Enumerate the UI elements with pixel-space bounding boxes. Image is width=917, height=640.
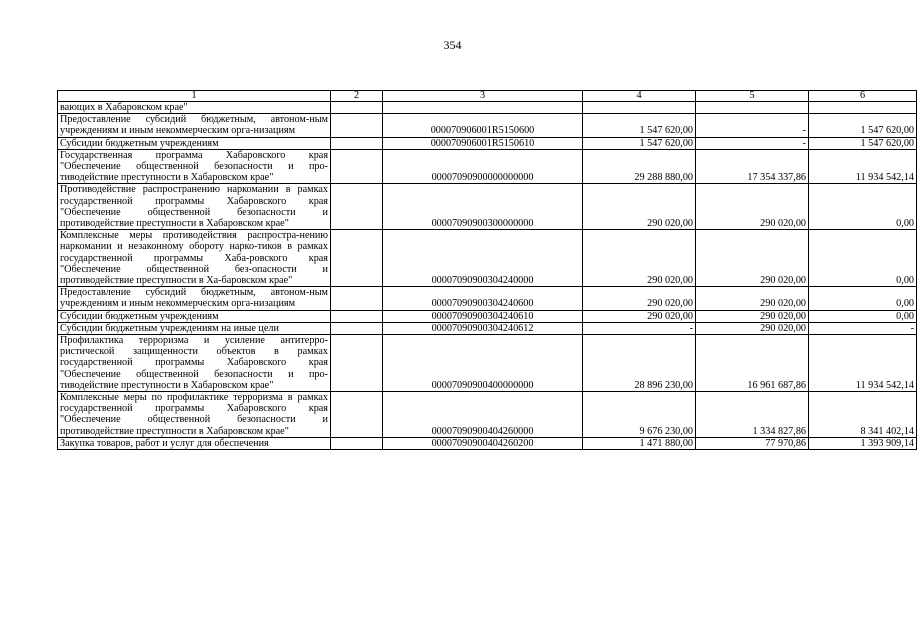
column2-cell <box>331 114 383 137</box>
column2-cell <box>331 392 383 438</box>
column4-value-cell <box>583 102 696 114</box>
column5-value-cell: 1 334 827,86 <box>696 392 809 438</box>
column6-value-cell: - <box>809 322 917 334</box>
column4-value-cell: 290 020,00 <box>583 184 696 230</box>
table-row <box>58 322 917 334</box>
item-name-cell: Субсидии бюджетным учреждениям <box>58 137 331 149</box>
column6-value-cell: 0,00 <box>809 310 917 322</box>
table-row <box>58 335 917 392</box>
budget-table <box>57 90 917 450</box>
table-row <box>58 437 917 449</box>
budget-code-cell: 00007090900300000000 <box>383 184 583 230</box>
budget-code-cell: 00007090900404260200 <box>383 437 583 449</box>
column4-value-cell: 290 020,00 <box>583 230 696 287</box>
column2-cell <box>331 437 383 449</box>
column-header: 1 <box>58 91 331 102</box>
column2-cell <box>331 149 383 184</box>
column2-cell <box>331 184 383 230</box>
column4-value-cell: 9 676 230,00 <box>583 392 696 438</box>
column5-value-cell: 290 020,00 <box>696 322 809 334</box>
column6-value-cell: 1 393 909,14 <box>809 437 917 449</box>
column-header: 4 <box>583 91 696 102</box>
budget-code-cell: 00007090900404260000 <box>383 392 583 438</box>
column5-value-cell: 77 970,86 <box>696 437 809 449</box>
column-number-row <box>58 91 917 102</box>
column6-value-cell: 1 547 620,00 <box>809 137 917 149</box>
column4-value-cell: 1 547 620,00 <box>583 114 696 137</box>
column6-value-cell: 11 934 542,14 <box>809 335 917 392</box>
item-name-cell: Субсидии бюджетным учреждениям на иные цели <box>58 322 331 334</box>
page-number: 354 <box>443 38 462 52</box>
table-row <box>58 102 917 114</box>
budget-code-cell: 00007090900400000000 <box>383 335 583 392</box>
column5-value-cell: 290 020,00 <box>696 184 809 230</box>
column4-value-cell: 290 020,00 <box>583 287 696 310</box>
budget-code-cell: 00007090900304240610 <box>383 310 583 322</box>
budget-code-cell: 00007090900304240000 <box>383 230 583 287</box>
column6-value-cell: 0,00 <box>809 230 917 287</box>
item-name-cell: Государственная программа Хабаровского края "Обеспечение общественной безопасности и про-тиводействие преступности в Хабаровском крае" <box>58 149 331 184</box>
column2-cell <box>331 102 383 114</box>
column5-value-cell: 290 020,00 <box>696 310 809 322</box>
column4-value-cell: 1 547 620,00 <box>583 137 696 149</box>
table-row <box>58 392 917 438</box>
column6-value-cell: 8 341 402,14 <box>809 392 917 438</box>
table-row <box>58 137 917 149</box>
table-row <box>58 149 917 184</box>
budget-table-body <box>58 91 917 450</box>
item-name-cell: Комплексные меры по профилактике терроризма в рамках государственной программы Хабаровского края "Обеспечение общественной безопасности и противодействие преступности в Хабаровском крае" <box>58 392 331 438</box>
column6-value-cell: 0,00 <box>809 184 917 230</box>
budget-code-cell <box>383 102 583 114</box>
item-name-cell: Противодействие распространению наркомании в рамках государственной программы Хабаровского края "Обеспечение общественной безопасности и противодействие преступности в Хабаровском крае" <box>58 184 331 230</box>
budget-code-cell: 00007090900304240612 <box>383 322 583 334</box>
column6-value-cell: 0,00 <box>809 287 917 310</box>
table-row <box>58 114 917 137</box>
budget-code-cell: 00007090900304240600 <box>383 287 583 310</box>
budget-code-cell: 00007090900000000000 <box>383 149 583 184</box>
budget-code-cell: 000070906001R5150600 <box>383 114 583 137</box>
column5-value-cell <box>696 102 809 114</box>
column4-value-cell: 290 020,00 <box>583 310 696 322</box>
item-name-cell: Комплексные меры противодействия распростра-нению наркомании и незаконному обороту нарко-тиков в рамках государственной программы Хаба-ровского края "Обеспечение общественной без-опасности и противодействие преступности в Ха-баровском крае" <box>58 230 331 287</box>
column5-value-cell: 290 020,00 <box>696 230 809 287</box>
column2-cell <box>331 137 383 149</box>
column-header: 3 <box>383 91 583 102</box>
column5-value-cell: 290 020,00 <box>696 287 809 310</box>
item-name-cell: Предоставление субсидий бюджетным, автоном-ным учреждениям и иным некоммерческим орга-низациям <box>58 114 331 137</box>
column6-value-cell: 1 547 620,00 <box>809 114 917 137</box>
column6-value-cell <box>809 102 917 114</box>
column4-value-cell: - <box>583 322 696 334</box>
column5-value-cell: - <box>696 137 809 149</box>
column5-value-cell: 17 354 337,86 <box>696 149 809 184</box>
column2-cell <box>331 322 383 334</box>
item-name-cell: Субсидии бюджетным учреждениям <box>58 310 331 322</box>
column4-value-cell: 29 288 880,00 <box>583 149 696 184</box>
column5-value-cell: - <box>696 114 809 137</box>
table-row <box>58 230 917 287</box>
item-name-cell: Закупка товаров, работ и услуг для обеспечения <box>58 437 331 449</box>
table-row <box>58 310 917 322</box>
item-name-cell: Профилактика терроризма и усиление антитерро-ристической защищенности объектов в рамках государственной программы Хабаровского края "Обеспечение общественной безопасности и про-тиводействие преступности в Хабаровском крае" <box>58 335 331 392</box>
table-row <box>58 184 917 230</box>
column-header: 5 <box>696 91 809 102</box>
column-header: 2 <box>331 91 383 102</box>
column4-value-cell: 28 896 230,00 <box>583 335 696 392</box>
column6-value-cell: 11 934 542,14 <box>809 149 917 184</box>
column5-value-cell: 16 961 687,86 <box>696 335 809 392</box>
column2-cell <box>331 230 383 287</box>
column-header: 6 <box>809 91 917 102</box>
column2-cell <box>331 335 383 392</box>
budget-code-cell: 000070906001R5150610 <box>383 137 583 149</box>
column4-value-cell: 1 471 880,00 <box>583 437 696 449</box>
table-row <box>58 287 917 310</box>
item-name-cell: Предоставление субсидий бюджетным, автоном-ным учреждениям и иным некоммерческим орга-низациям <box>58 287 331 310</box>
column2-cell <box>331 287 383 310</box>
item-name-cell: вающих в Хабаровском крае" <box>58 102 331 114</box>
column2-cell <box>331 310 383 322</box>
